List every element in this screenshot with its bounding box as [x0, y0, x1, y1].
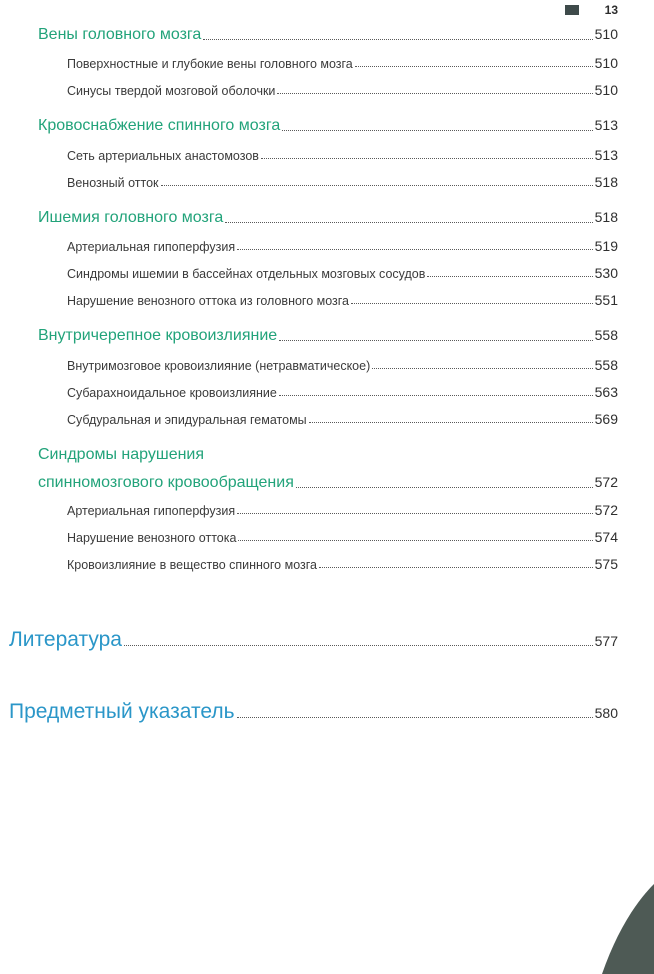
- toc-item-title: Поверхностные и глубокие вены головного мозга: [67, 57, 353, 71]
- toc-section-title: Внутричерепное кровоизлияние: [38, 327, 278, 344]
- dot-leader: [319, 566, 593, 568]
- toc-page-number: 577: [594, 633, 618, 649]
- toc-item-title: Субарахноидальное кровоизлияние: [67, 386, 277, 400]
- toc-chapter-index[interactable]: [9, 700, 618, 724]
- toc-section-ischemia[interactable]: [38, 209, 618, 227]
- toc-item[interactable]: [67, 82, 618, 98]
- toc-page-number: 510: [594, 82, 618, 98]
- toc-item[interactable]: [67, 384, 618, 400]
- dot-leader: [279, 394, 593, 396]
- toc-page-number: 518: [594, 174, 618, 190]
- dot-leader: [372, 367, 592, 369]
- toc-chapter-literature[interactable]: [9, 628, 618, 652]
- toc-item[interactable]: [67, 147, 618, 163]
- toc-item[interactable]: [67, 411, 618, 427]
- toc-item-title: Внутримозговое кровоизлияние (нетравматическое): [67, 359, 371, 373]
- toc-page-number: 513: [594, 147, 618, 163]
- toc-page-number: 575: [594, 556, 618, 572]
- toc-section-title: Ишемия головного мозга: [38, 209, 224, 226]
- header-marker: [565, 5, 579, 15]
- toc-item-title: Артериальная гипоперфузия: [67, 504, 236, 518]
- dot-leader: [355, 65, 593, 67]
- toc-item-title: Синусы твердой мозговой оболочки: [67, 84, 276, 98]
- page-corner-decoration: [594, 884, 654, 974]
- dot-leader: [309, 421, 593, 423]
- toc-item[interactable]: [67, 502, 618, 518]
- toc-section-spinal-syndromes[interactable]: [38, 474, 618, 492]
- toc-section-hemorrhage[interactable]: [38, 327, 618, 345]
- toc-item-title: Синдромы ишемии в бассейнах отдельных мозговых сосудов: [67, 267, 426, 281]
- toc-page-number: 572: [594, 474, 618, 490]
- toc-item-title: Артериальная гипоперфузия: [67, 240, 236, 254]
- dot-leader: [203, 38, 592, 40]
- toc-page-number: 569: [594, 411, 618, 427]
- toc-section-spinal-supply[interactable]: [38, 117, 618, 135]
- toc-item-title: Кровоизлияние в вещество спинного мозга: [67, 558, 317, 572]
- dot-leader: [237, 512, 592, 514]
- toc-page-number: 519: [594, 238, 618, 254]
- toc-page-number: 574: [594, 529, 618, 545]
- toc-page-number: 572: [594, 502, 618, 518]
- dot-leader: [282, 129, 592, 131]
- toc-page-number: 530: [594, 265, 618, 281]
- dot-leader: [261, 157, 593, 159]
- toc-item-title: Венозный отток: [67, 176, 159, 190]
- dot-leader: [279, 339, 592, 341]
- toc-item-title: Нарушение венозного оттока из головного мозга: [67, 294, 350, 308]
- toc-page-number: 558: [594, 327, 618, 343]
- toc-item[interactable]: [67, 55, 618, 71]
- toc-item-title: Сеть артериальных анастомозов: [67, 149, 259, 163]
- dot-leader: [161, 184, 593, 186]
- toc-section-title: спинномозгового кровообращения: [38, 474, 294, 491]
- dot-leader: [237, 248, 592, 250]
- dot-leader: [237, 716, 593, 718]
- toc-page-number: 518: [594, 209, 618, 225]
- page-number: 13: [604, 3, 618, 17]
- toc-page-number: 510: [594, 55, 618, 71]
- toc-section-veins[interactable]: [38, 26, 618, 44]
- dot-leader: [351, 302, 593, 304]
- dot-leader: [124, 644, 593, 646]
- toc-page-number: 510: [594, 26, 618, 42]
- toc-section-title: Вены головного мозга: [38, 26, 202, 43]
- toc-page-number: 551: [594, 292, 618, 308]
- toc-item-title: Нарушение венозного оттока: [67, 531, 237, 545]
- toc-item[interactable]: [67, 556, 618, 572]
- toc-chapter-title: Литература: [9, 628, 122, 651]
- toc-section-title: Кровоснабжение спинного мозга: [38, 117, 281, 134]
- page-header: [565, 2, 618, 18]
- toc-item[interactable]: [67, 529, 618, 545]
- toc-chapter-title: Предметный указатель: [9, 700, 235, 723]
- toc-page-number: 580: [594, 705, 618, 721]
- dot-leader: [225, 221, 592, 223]
- dot-leader: [238, 539, 592, 541]
- toc-page-number: 558: [594, 357, 618, 373]
- dot-leader: [427, 275, 592, 277]
- toc-section-title-line1[interactable]: Синдромы нарушения: [38, 446, 205, 463]
- toc-page-number: 563: [594, 384, 618, 400]
- toc-item[interactable]: [67, 292, 618, 308]
- dot-leader: [277, 92, 592, 94]
- toc-item[interactable]: [67, 265, 618, 281]
- toc-item[interactable]: [67, 238, 618, 254]
- toc-item[interactable]: [67, 357, 618, 373]
- dot-leader: [296, 486, 593, 488]
- toc-page-number: 513: [594, 117, 618, 133]
- toc-item-title: Субдуральная и эпидуральная гематомы: [67, 413, 307, 427]
- toc-item[interactable]: [67, 174, 618, 190]
